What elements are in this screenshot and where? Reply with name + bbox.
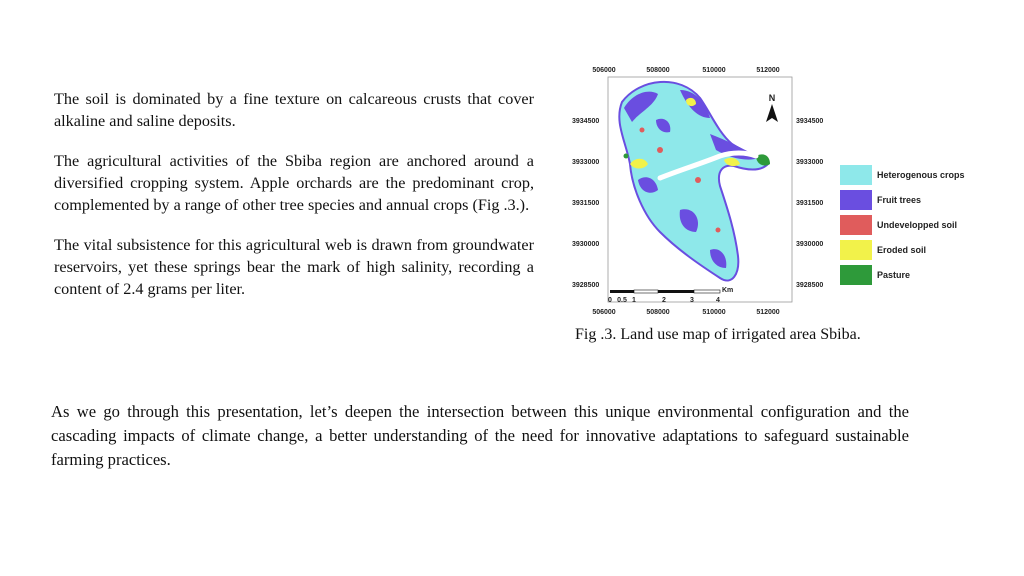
x-tick-label: 506000 xyxy=(592,67,616,74)
scale-label: 3 xyxy=(690,297,694,304)
y-tick-label: 3933000 xyxy=(572,159,600,166)
y-axis-left xyxy=(572,118,599,289)
y-tick-label: 3930000 xyxy=(796,241,824,248)
x-tick-label: 508000 xyxy=(646,309,670,316)
figure-caption: Fig .3. Land use map of irrigated area Sbiba. xyxy=(575,326,861,343)
scale-label: 4 xyxy=(716,297,720,304)
legend-swatch xyxy=(840,165,872,185)
north-arrow-icon xyxy=(766,93,778,122)
legend-label: Eroded soil xyxy=(877,245,927,255)
agriculture-paragraph: The agricultural activities of the Sbiba region are anchored around a diversified cropping system. Apple orchards are the predominant crop, complemented by a range of other tree species and annual crops (Fig .3.). xyxy=(54,152,534,214)
y-tick-label: 3928500 xyxy=(796,282,824,289)
legend-label: Heterogenous crops xyxy=(877,170,965,180)
scale-unit: Km xyxy=(722,287,734,294)
y-tick-label: 3928500 xyxy=(572,282,600,289)
y-tick-label: 3934500 xyxy=(572,118,600,125)
x-tick-label: 512000 xyxy=(756,67,780,74)
north-label: N xyxy=(768,93,776,103)
scale-label: 0 xyxy=(608,297,612,304)
irrigated-area-shape xyxy=(619,82,770,281)
scale-bar xyxy=(608,287,733,304)
x-tick-label: 506000 xyxy=(592,309,616,316)
scale-label: 2 xyxy=(662,297,666,304)
soil-paragraph: The soil is dominated by a fine texture on calcareous crusts that cover alkaline and saline deposits. xyxy=(54,90,534,130)
y-axis-right xyxy=(796,118,823,289)
legend-swatch xyxy=(840,190,872,210)
y-tick-label: 3930000 xyxy=(572,241,600,248)
y-tick-label: 3933000 xyxy=(796,159,824,166)
legend-label: Pasture xyxy=(877,270,911,280)
x-tick-label: 510000 xyxy=(702,67,726,74)
x-axis-top xyxy=(592,67,779,74)
y-tick-label: 3931500 xyxy=(572,200,600,207)
legend-label: Fruit trees xyxy=(877,195,922,205)
map-legend xyxy=(840,165,965,285)
x-tick-label: 508000 xyxy=(646,67,670,74)
groundwater-paragraph: The vital subsistence for this agricultural web is drawn from groundwater reservoirs, yet these springs bear the mark of high salinity, recording a content of 2.4 grams per liter. xyxy=(54,236,534,298)
legend-swatch xyxy=(840,240,872,260)
legend-swatch xyxy=(840,215,872,235)
scale-label: 1 xyxy=(632,297,636,304)
x-tick-label: 512000 xyxy=(756,309,780,316)
y-tick-label: 3934500 xyxy=(796,118,824,125)
legend-swatch xyxy=(840,265,872,285)
closing-paragraph: As we go through this presentation, let’s deepen the intersection between this unique environmental configuration and the cascading impacts of climate change, a better understanding of the need for innovative adaptations to safeguard sustainable farming practices. xyxy=(51,402,909,469)
x-axis-bottom xyxy=(592,309,779,316)
scale-label: 0.5 xyxy=(617,297,627,304)
intro-text-block xyxy=(54,88,534,318)
x-tick-label: 510000 xyxy=(702,309,726,316)
y-tick-label: 3931500 xyxy=(796,200,824,207)
legend-label: Undevelopped soil xyxy=(877,220,958,230)
land-use-map xyxy=(560,60,980,320)
